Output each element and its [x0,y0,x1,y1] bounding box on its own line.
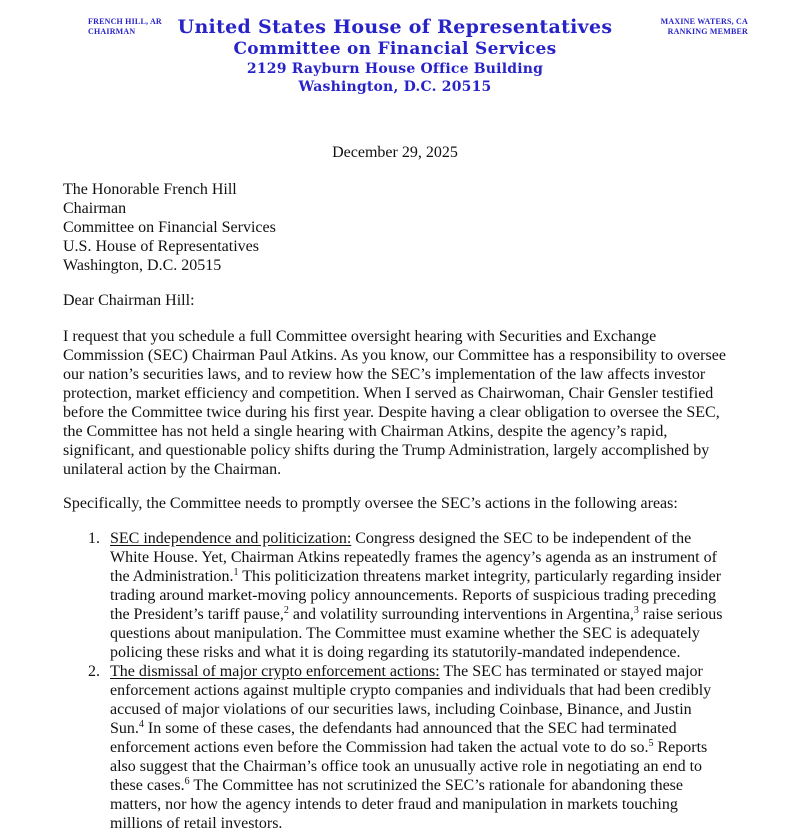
letterhead [0,0,790,100]
masthead-committee: Committee on Financial Services [233,39,557,59]
salutation: Dear Chairman Hill: [63,292,195,309]
masthead-institution: United States House of Representatives [177,16,613,38]
ranking-member-title: RANKING MEMBER [667,27,748,36]
list-item-text: SEC independence and politicization: Congress designed the SEC to be independent of the White House. Yet, Chairman Atkins repeatedly frames the agency’s agenda as an instrument of the Administration.$^1$ This politicization threatens market integrity, particularly regarding insider trading around market-moving policy announcements. Reports of suspicious trading preceding the President’s tariff pause,$^2$ and volatility surrounding interventions in Argentina,$^3$ raise serious questions about manipulation. The Committee must examine whether the SEC is adequately policing these risks and what it is doing regarding its statutorily-mandated independence. [110,530,723,661]
ranking-member-block [661,17,748,37]
chairman-title: CHAIRMAN [88,27,136,36]
recipient-institution: U.S. House of Representatives [63,238,259,255]
recipient-name: The Honorable French Hill [63,181,237,198]
footnote-reference: 2 [283,605,289,616]
list-item-number: 1. [88,530,100,547]
footnote-reference: 4 [138,719,144,730]
chairman-name: FRENCH HILL, AR [88,17,162,26]
masthead-building: 2129 Rayburn House Office Building [246,61,544,77]
paragraph-request: I request that you schedule a full Committee oversight hearing with Securities and Exchange Commission (SEC) Chairman Paul Atkins. As you know, our Committee has a responsibility to oversee our nation’s securities laws, and to review how the SEC’s implementation of the law affects investor protection, market efficiency and competition. When I served as Chairwoman, Chair Gensler testified before the Committee twice during his first year. Despite having a clear obligation to oversee the SEC, the Committee has not held a single hearing with Chairman Atkins, despite the agency’s rapid, significant, and questionable policy shifts during the Trump Administration, largely accomplished by unilateral action by the Chairman. [63,328,726,478]
recipient-address [63,180,727,275]
list-item-number: 2. [88,663,100,680]
paragraph-intro-list: Specifically, the Committee needs to promptly oversee the SEC’s actions in the following areas: [63,495,678,512]
footnote-reference: 3 [633,605,639,616]
footnote-reference: 1 [233,567,239,578]
oversight-areas-list [63,529,727,833]
footnote-reference: 5 [648,738,654,749]
list-item-heading: SEC independence and politicization: [110,530,352,547]
ranking-member-name: MAXINE WATERS, CA [660,17,748,26]
recipient-city: Washington, D.C. 20515 [63,257,222,274]
masthead-city: Washington, D.C. 20515 [298,79,492,95]
recipient-title: Chairman [63,200,127,217]
list-item-heading: The dismissal of major crypto enforcement actions: [110,663,440,680]
letter-date: December 29, 2025 [332,144,458,161]
list-item [63,529,727,662]
list-item-text: The dismissal of major crypto enforcement actions: The SEC has terminated or stayed major enforcement actions against multiple crypto companies and individuals that had been credibly accused of major violations of our securities laws, including Coinbase, Binance, and Justin Sun.$^4$ In some of these cases, the defendants had announced that the SEC had terminated enforcement actions even before the Commission had taken the actual vote to do so.$^5$ Reports also suggest that the Chairman’s office took an unusually active role in negotiating an end to these cases.$^6$ The Committee has not scrutinized the SEC’s rationale for abandoning these matters, nor how the agency intends to deter fraud and manipulation in markets touching millions of retail investors. [110,663,712,832]
recipient-committee: Committee on Financial Services [63,219,276,236]
letter-body [0,143,790,833]
list-item [63,662,727,833]
footnote-reference: 6 [184,776,190,787]
